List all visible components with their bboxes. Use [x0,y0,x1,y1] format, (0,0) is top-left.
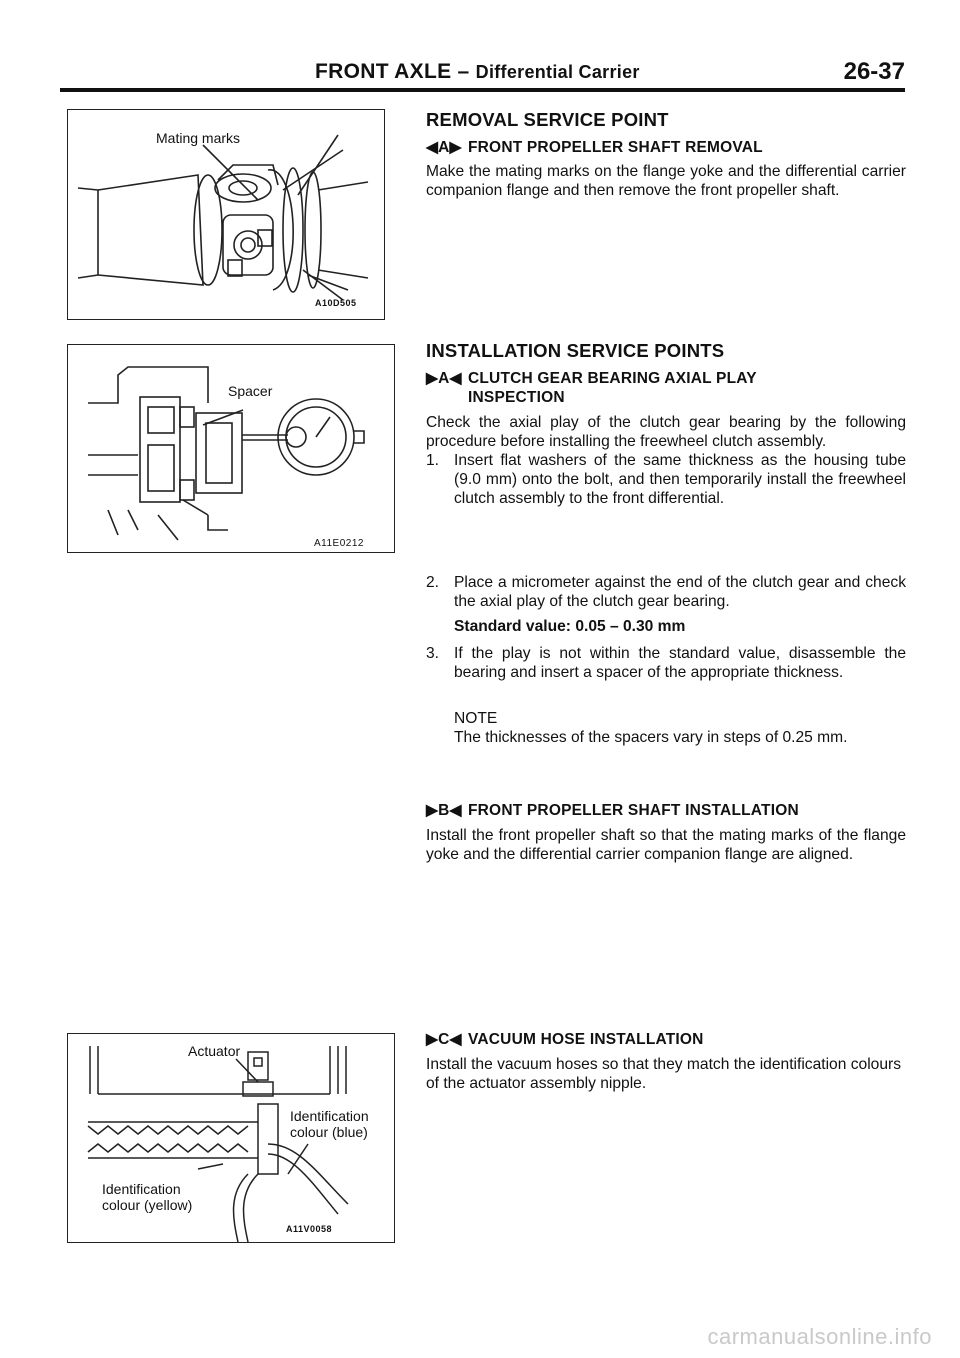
figure-spacer-dial-gauge [67,344,395,553]
figure-mating-marks [67,109,385,320]
heading-installation: INSTALLATION SERVICE POINTS [426,340,725,361]
label-blue-line-1: Identification [290,1108,369,1124]
label-mating-marks: Mating marks [156,130,241,146]
paragraph-c: Install the vacuum hoses so that they match the identification colours of the actuator assembly nipple. [426,1056,902,1092]
paragraph-removal: Make the mating marks on the flange yoke and the differential carrier companion flange and then remove the front propeller shaft. [426,163,906,199]
step-1-number: 1. [426,452,440,469]
paragraph-b: Install the front propeller shaft so that the mating marks of the flange yoke and the differential carrier companion flange are aligned. [426,827,906,863]
step-2 [426,573,906,611]
subheading-c-text: VACUUM HOSE INSTALLATION [468,1031,704,1048]
subheading-installation-b [426,801,799,820]
label-spacer: Spacer [228,383,273,399]
subheading-removal-text: FRONT PROPELLER SHAFT REMOVAL [468,139,763,156]
subheading-installation-c [426,1030,704,1049]
step-2-number: 2. [426,574,440,591]
step-1-text: Insert flat washers of the same thickness as the housing tube (9.0 mm) onto the bolt, and then temporarily install the freewheel clutch assembly to the front differential. [454,452,906,507]
label-blue-line-2: colour (blue) [290,1124,368,1140]
subheading-a-line-1: CLUTCH GEAR BEARING AXIAL PLAY [468,370,757,387]
header-rule [60,88,905,92]
figure-code: A10D505 [315,298,357,308]
marker-c: ▶C◀ [426,1031,462,1048]
label-identification-yellow [102,1181,192,1213]
figure-code: A11E0212 [314,538,364,549]
label-yellow-line-2: colour (yellow) [102,1197,193,1213]
subheading-removal-a [426,138,763,157]
subheading-b-text: FRONT PROPELLER SHAFT INSTALLATION [468,802,799,819]
step-3 [426,644,906,682]
subheading-installation-a [426,369,757,407]
label-yellow-line-1: Identification [102,1181,181,1197]
note-text: The thicknesses of the spacers vary in steps of 0.25 mm. [454,729,848,746]
marker-b: ▶B◀ [426,802,462,819]
note-label: NOTE [454,710,498,727]
standard-value: Standard value: 0.05 – 0.30 mm [454,618,686,635]
figure-code: A11V0058 [286,1224,333,1234]
step-2-text: Place a micrometer against the end of the clutch gear and check the axial play of the clutch gear bearing. [454,574,906,610]
marker-a-installation: ▶A◀ [426,370,462,387]
page-title [315,60,640,84]
label-actuator: Actuator [188,1043,241,1059]
title-section: FRONT AXLE – [315,60,476,83]
step-3-number: 3. [426,645,440,662]
label-identification-blue [290,1108,369,1140]
step-3-text: If the play is not within the standard value, disassemble the bearing and insert a spacer of the appropriate thickness. [454,645,906,681]
figure-actuator-hoses [67,1033,395,1243]
marker-a-removal: ◀A▶ [426,139,462,156]
paragraph-a-intro: Check the axial play of the clutch gear bearing by the following procedure before installing the freewheel clutch assembly. [426,414,906,450]
dial-gauge-illustration [68,345,394,552]
heading-removal: REMOVAL SERVICE POINT [426,109,669,130]
watermark: carmanualsonline.info [707,1324,932,1349]
title-subsection: Differential Carrier [475,62,640,82]
step-1 [426,451,906,508]
subheading-a-line-2: INSPECTION [468,389,565,406]
page-number: 26-37 [843,58,905,85]
page-header [60,58,905,92]
